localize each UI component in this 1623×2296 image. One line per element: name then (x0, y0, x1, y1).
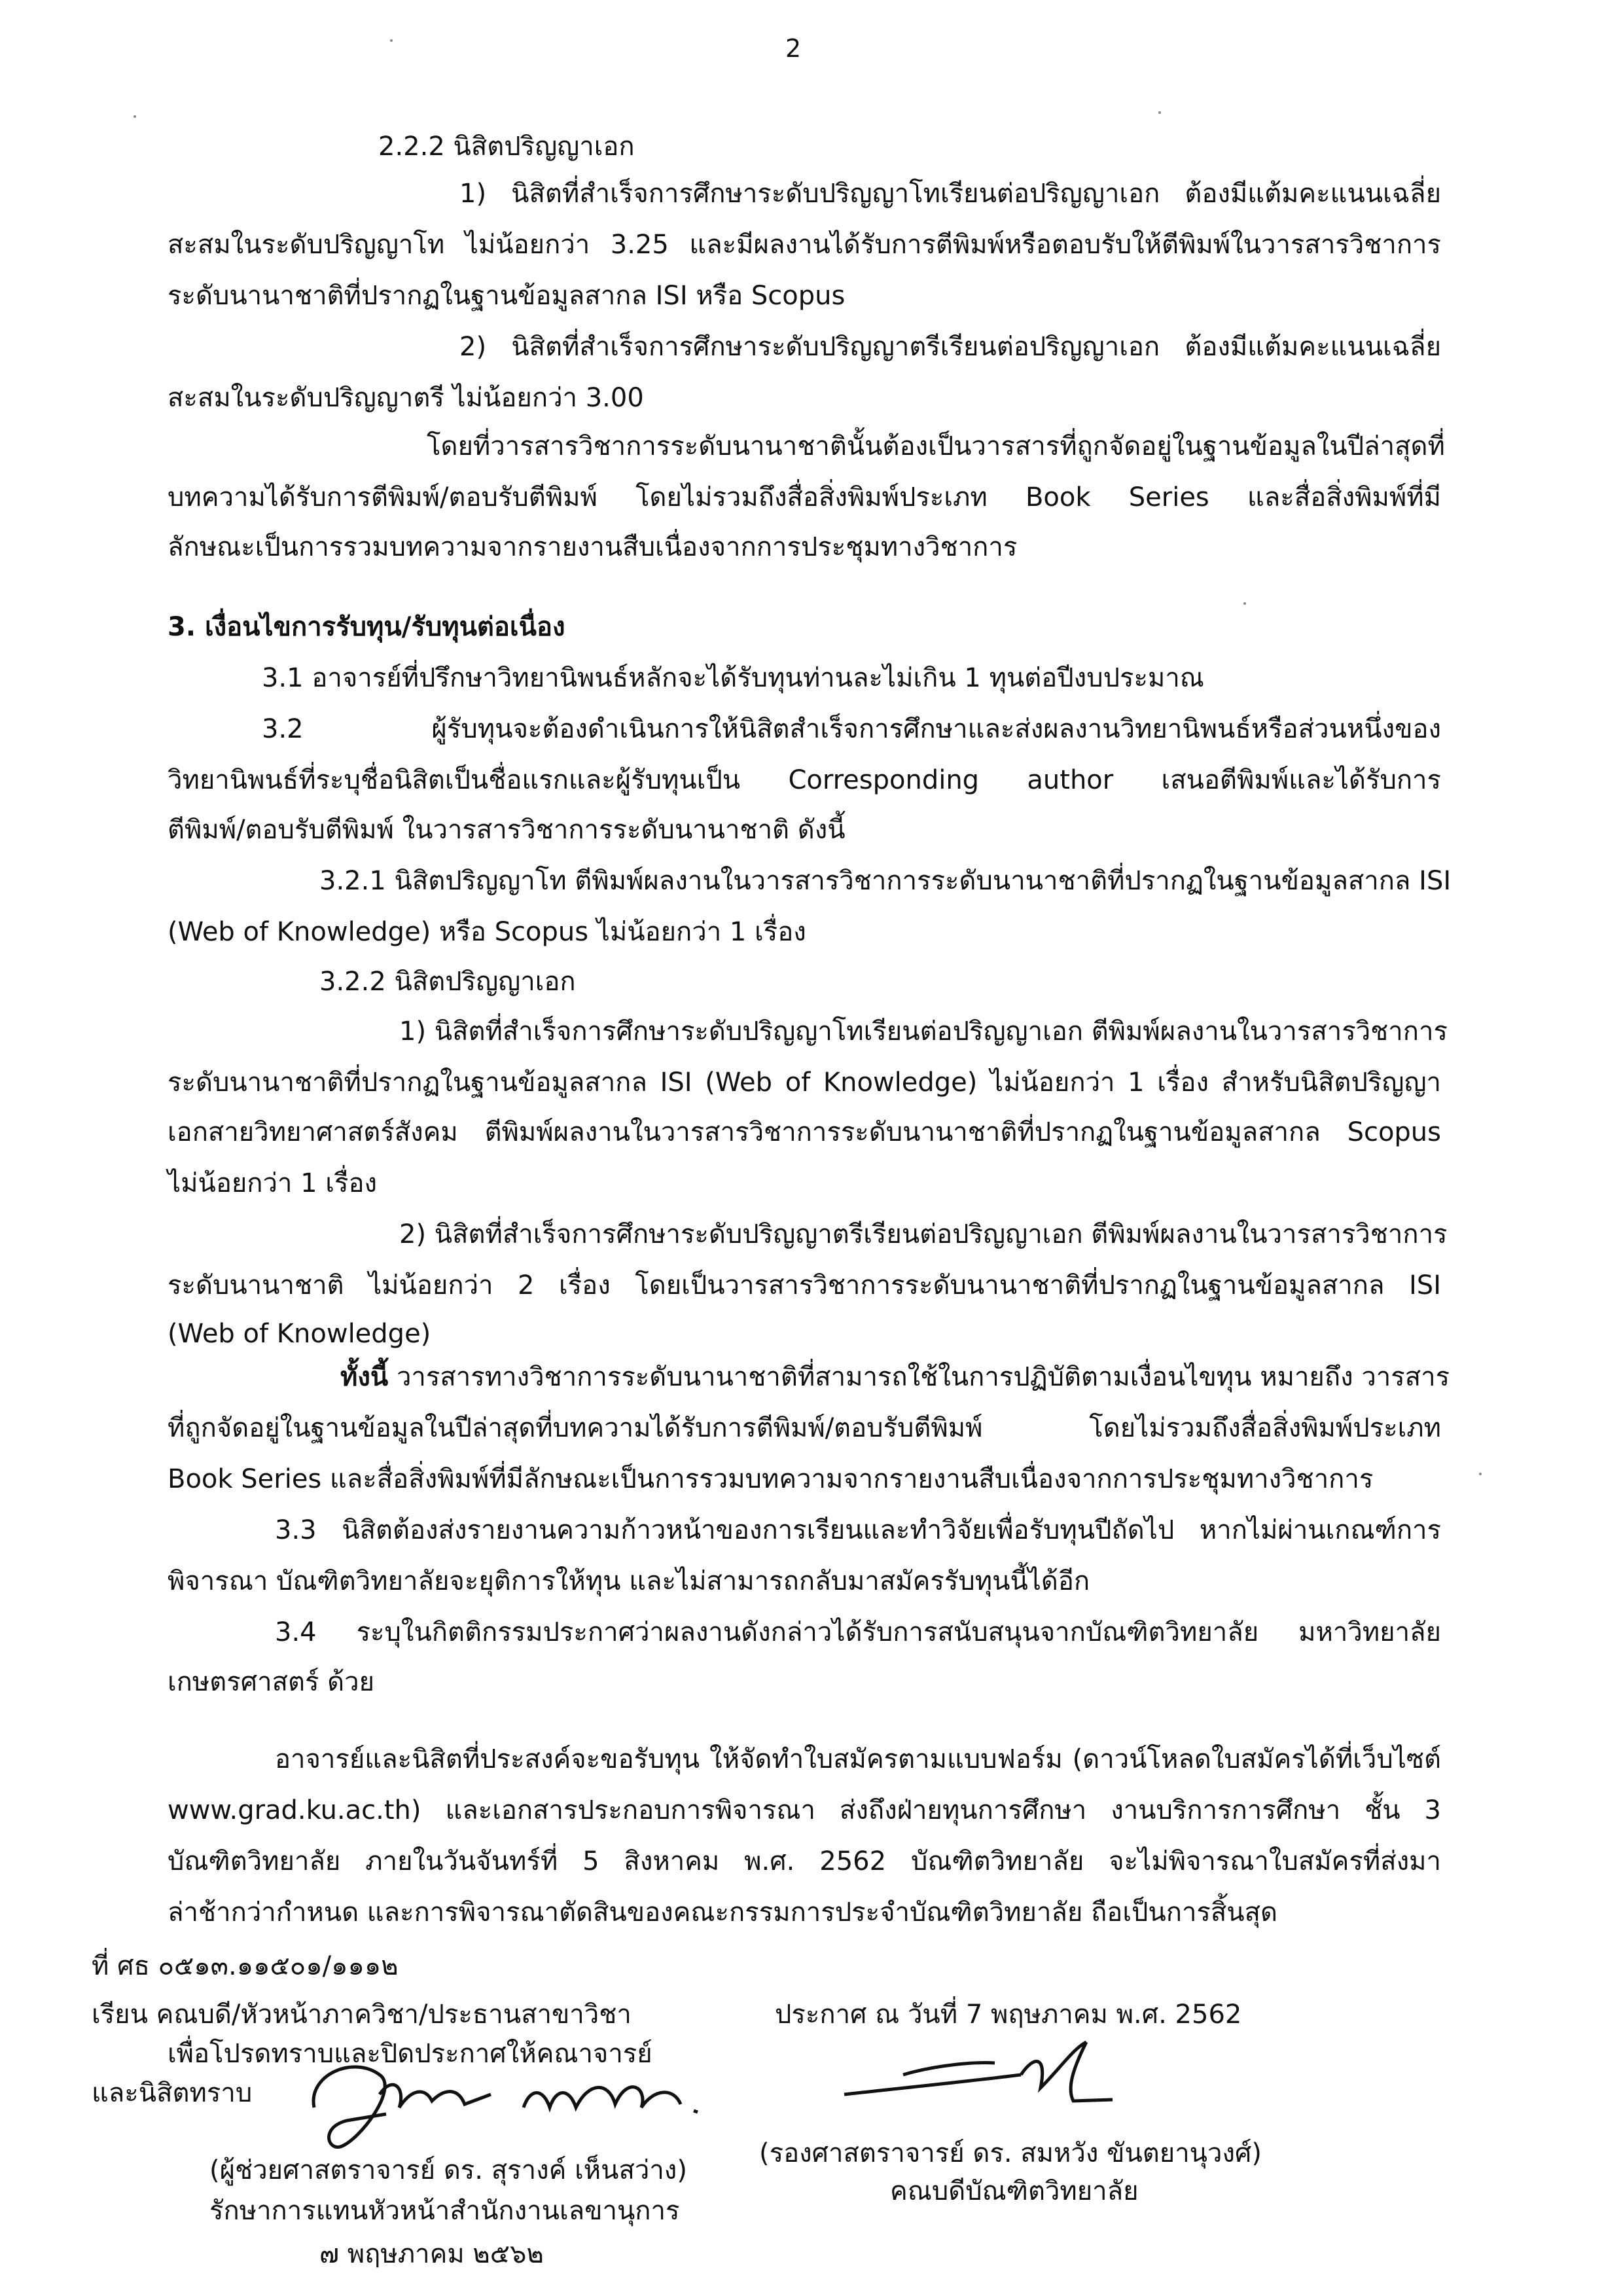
announcement-date: ประกาศ ณ วันที่ 7 พฤษภาคม พ.ศ. 2562 (775, 2000, 1242, 2030)
paragraph-line: สะสมในระดับปริญญาโท ไม่น้อยกว่า 3.25 และมีผลงานได้รับการตีพิมพ์หรือตอบรับให้ตีพิมพ์ในวารสารวิชาการ (168, 230, 1441, 260)
scan-speck (134, 115, 136, 118)
paragraph-line: ระดับนานาชาติที่ปรากฏในฐานข้อมูลสากล ISI (Web of Knowledge) ไม่น้อยกว่า 1 เรื่อง สำหรับนิสิตปริญญา (168, 1067, 1441, 1098)
right-signer-name: (รองศาสตราจารย์ ดร. สมหวัง ขันตยานุวงศ์) (759, 2138, 1262, 2168)
scan-speck (1479, 1473, 1482, 1475)
paragraph-line: 3.2.1 นิสิตปริญญาโท ตีพิมพ์ผลงานในวารสารวิชาการระดับนานาชาติที่ปรากฏในฐานข้อมูลสากล ISI (319, 866, 1452, 896)
paragraph-line: สะสมในระดับปริญญาตรี ไม่น้อยกว่า 3.00 (168, 383, 644, 413)
paragraph-line: เกษตรศาสตร์ ด้วย (168, 1667, 375, 1697)
closing-line: อาจารย์และนิสิตที่ประสงค์จะขอรับทุน ให้จัดทำใบสมัครตามแบบฟอร์ม (ดาวน์โหลดใบสมัครได้ที่เว็บไซต์ (275, 1744, 1441, 1774)
closing-line: ล่าช้ากว่ากำหนด และการพิจารณาตัดสินของคณะกรรมการประจำบัณฑิตวิทยาลัย ถือเป็นการสิ้นสุด (168, 1897, 1278, 1928)
paragraph-line: พิจารณา บัณฑิตวิทยาลัยจะยุติการให้ทุน และไม่สามารถกลับมาสมัครรับทุนนี้ได้อีก (168, 1566, 1090, 1596)
page-number: 2 (785, 34, 802, 63)
section-heading-2-2-2: 2.2.2 นิสิตปริญญาเอก (378, 132, 635, 162)
note-bold-label: ทั้งนี้ (340, 1362, 389, 1392)
paragraph-line: (Web of Knowledge) หรือ Scopus ไม่น้อยกว่า 1 เรื่อง (168, 917, 806, 947)
closing-line: บัณฑิตวิทยาลัย ภายในวันจันทร์ที่ 5 สิงหาคม พ.ศ. 2562 บัณฑิตวิทยาลัย จะไม่พิจารณาใบสมัครที่ส่งมา (168, 1846, 1441, 1876)
paragraph-line: ระดับนานาชาติ ไม่น้อยกว่า 2 เรื่อง โดยเป็นวารสารวิชาการระดับนานาชาติที่ปรากฏในฐานข้อมูลสากล ISI (168, 1270, 1441, 1300)
paragraph-line: ตีพิมพ์/ตอบรับตีพิมพ์ ในวารสารวิชาการระดับนานาชาติ ดังนี้ (168, 815, 846, 845)
paragraph-line: Book Series และสื่อสิ่งพิมพ์ที่มีลักษณะเป็นการรวมบทความจากรายงานสืบเนื่องจากการประชุมทางวิชาการ (168, 1464, 1374, 1494)
paragraph-line: ระดับนานาชาติที่ปรากฏในฐานข้อมูลสากล ISI หรือ Scopus (168, 281, 846, 311)
paragraph-line: บทความได้รับการตีพิมพ์/ตอบรับตีพิมพ์ โดยไม่รวมถึงสื่อสิ่งพิมพ์ประเภท Book Series และสื่อสิ่งพิมพ์ที่มี (168, 482, 1441, 512)
scan-speck (390, 39, 393, 42)
recipient-line: และนิสิตทราบ (92, 2078, 253, 2108)
scan-speck (1158, 111, 1161, 114)
recipient-line: เรียน คณบดี/หัวหน้าภาควิชา/ประธานสาขาวิชา (92, 2000, 632, 2030)
paragraph-line: โดยที่วารสารวิชาการระดับนานาชาตินั้นต้องเป็นวารสารที่ถูกจัดอยู่ในฐานข้อมูลในปีล่าสุดที่ (427, 431, 1445, 461)
paragraph-line: 2) นิสิตที่สำเร็จการศึกษาระดับปริญญาตรีเรียนต่อปริญญาเอก ต้องมีแต้มคะแนนเฉลี่ย (459, 332, 1441, 362)
paragraph-line: ลักษณะเป็นการรวมบทความจากรายงานสืบเนื่องจากการประชุมทางวิชาการ (168, 532, 1018, 562)
paragraph-line: (Web of Knowledge) (168, 1319, 431, 1349)
paragraph-line: 1) นิสิตที่สำเร็จการศึกษาระดับปริญญาโทเรียนต่อปริญญาเอก ต้องมีแต้มคะแนนเฉลี่ย (459, 179, 1441, 209)
note-text: วารสารทางวิชาการระดับนานาชาติที่สามารถใช้ในการปฏิบัติตามเงื่อนไขทุน หมายถึง วารสาร (388, 1362, 1450, 1392)
right-signer-role: คณบดีบัณฑิตวิทยาลัย (890, 2176, 1139, 2206)
signature-right (825, 2029, 1165, 2121)
paragraph-line: ไม่น้อยกว่า 1 เรื่อง (168, 1168, 378, 1198)
note-line (340, 1359, 1450, 1395)
paragraph-line: 2) นิสิตที่สำเร็จการศึกษาระดับปริญญาตรีเรียนต่อปริญญาเอก ตีพิมพ์ผลงานในวารสารวิชาการ (399, 1219, 1448, 1249)
subsection-heading: 3.2.2 นิสิตปริญญาเอก (319, 967, 576, 997)
paragraph-line: วิทยานิพนธ์ที่ระบุชื่อนิสิตเป็นชื่อแรกและผู้รับทุนเป็น Corresponding author เสนอตีพิมพ์และได้รับการ (168, 765, 1441, 795)
paragraph-line: ที่ถูกจัดอยู่ในฐานข้อมูลในปีล่าสุดที่บทความได้รับการตีพิมพ์/ตอบรับตีพิมพ์ โดยไม่รวมถึงสื่อสิ่งพิมพ์ประเภท (168, 1413, 1441, 1443)
signature-left (301, 2049, 733, 2153)
paragraph-line: 3.2 ผู้รับทุนจะต้องดำเนินการให้นิสิตสำเร็จการศึกษาและส่งผลงานวิทยานิพนธ์หรือส่วนหนึ่งของ (262, 714, 1441, 744)
paragraph-line: 3.3 นิสิตต้องส่งรายงานความก้าวหน้าของการเรียนและทำวิจัยเพื่อรับทุนปีถัดไป หากไม่ผ่านเกณฑ์การ (275, 1515, 1441, 1545)
section-heading-3: 3. เงื่อนไขการรับทุน/รับทุนต่อเนื่อง (168, 612, 565, 642)
recipient-line: เพื่อโปรดทราบและปิดประกาศให้คณาจารย์ (168, 2039, 652, 2069)
left-signer-role: รักษาการแทนหัวหน้าสำนักงานเลขานุการ (209, 2196, 680, 2226)
paragraph-line: เอกสายวิทยาศาสตร์สังคม ตีพิมพ์ผลงานในวารสารวิชาการระดับนานาชาติที่ปรากฏในฐานข้อมูลสากล Scopus (168, 1117, 1441, 1147)
paragraph-line: 3.4 ระบุในกิตติกรรมประกาศว่าผลงานดังกล่าวได้รับการสนับสนุนจากบัณฑิตวิทยาลัย มหาวิทยาลัย (275, 1617, 1441, 1647)
left-sign-date: ๗ พฤษภาคม ๒๕๖๒ (319, 2239, 544, 2269)
reference-number: ที่ ศธ ๐๕๑๓.๑๑๕๐๑/๑๑๑๒ (92, 1951, 399, 1981)
paragraph-line: 3.1 อาจารย์ที่ปรึกษาวิทยานิพนธ์หลักจะได้รับทุนท่านละไม่เกิน 1 ทุนต่อปีงบประมาณ (262, 663, 1204, 693)
closing-line: www.grad.ku.ac.th) และเอกสารประกอบการพิจารณา ส่งถึงฝ่ายทุนการศึกษา งานบริการการศึกษา ชั้น 3 (168, 1795, 1441, 1825)
left-signer-name: (ผู้ช่วยศาสตราจารย์ ดร. สุรางค์ เห็นสว่าง) (209, 2155, 687, 2185)
scan-speck (1243, 602, 1246, 605)
paragraph-line: 1) นิสิตที่สำเร็จการศึกษาระดับปริญญาโทเรียนต่อปริญญาเอก ตีพิมพ์ผลงานในวารสารวิชาการ (399, 1016, 1448, 1047)
